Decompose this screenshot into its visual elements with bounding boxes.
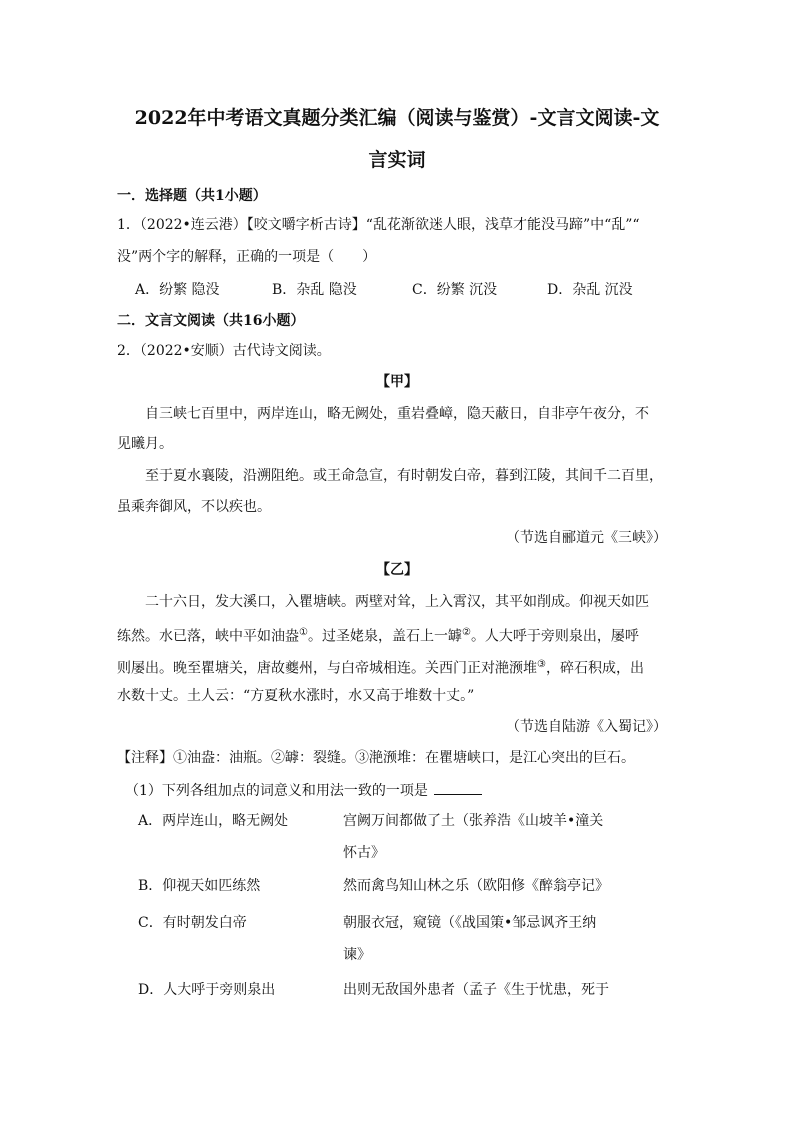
answer-blank[interactable]	[434, 780, 482, 795]
section-heading-reading: 二．文言文阅读（共16小题）	[117, 313, 305, 329]
passage-yi-line-2-part-a: 练然。水已落，峡中平如油盎	[117, 628, 299, 645]
annotation-note: 【注释】①油盎：油瓶。②罅：裂缝。③滟滪堆：在瞿塘峡口，是江心突出的巨石。	[117, 750, 635, 766]
question-1-stem-line-2: 没”两个字的解释，正确的一项是（ ）	[117, 249, 377, 265]
passage-yi-line-3-part-a: 则屡出。晚至瞿塘关，唐故夔州，与白帝城相连。关西门正对滟滪堆	[117, 660, 537, 677]
pair-c-right-line-1: 朝服衣冠，窥镜（《战国策•邹忌讽齐王纳	[343, 915, 597, 931]
passage-yi-source: （节选自陆游《入蜀记》）	[506, 719, 667, 735]
pair-b-left[interactable]: B．仰视天如匹练然	[138, 878, 261, 894]
passage-jia-p2-line-1: 至于夏水襄陵，沿溯阻绝。或王命急宣，有时朝发白帝，暮到江陵，其间千二百里，	[145, 468, 663, 484]
pair-a-right-line-1: 宫阙万间都做了土（张养浩《山坡羊•潼关	[343, 813, 604, 829]
sub-question-1-text: （1）下列各组加点的词意义和用法一致的一项是	[125, 783, 428, 799]
section-heading-choice: 一．选择题（共1小题）	[117, 188, 267, 204]
pair-d-left[interactable]: D．人大呼于旁则泉出	[138, 982, 276, 998]
pair-b-right-line-1: 然而禽鸟知山林之乐（欧阳修《醉翁亭记》	[343, 878, 609, 894]
question-1-option-b[interactable]: B．杂乱 隐没	[272, 282, 357, 298]
question-1-option-a[interactable]: A．纷繁 隐没	[135, 282, 220, 298]
passage-jia-p1-line-1: 自三峡七百里中，两岸连山，略无阙处，重岩叠嶂，隐天蔽日，自非亭午夜分，不	[145, 406, 649, 422]
passage-yi-line-3	[117, 655, 644, 679]
passage-yi-line-2-part-c: 。人大呼于旁则泉出，屡呼	[470, 628, 639, 645]
pair-c-left[interactable]: C．有时朝发白帝	[138, 915, 247, 931]
passage-yi-line-1: 二十六日，发大溪口，入瞿塘峡。两壁对耸，上入霄汉，其平如削成。仰视天如匹	[145, 594, 649, 610]
question-1-option-d[interactable]: D．杂乱 沉没	[547, 282, 633, 298]
footnote-mark-2: ②	[461, 627, 471, 638]
footnote-mark-1: ①	[299, 627, 308, 638]
passage-jia-p2-line-2: 虽乘奔御风，不以疾也。	[117, 499, 271, 515]
passage-jia-p1-line-2: 见曦月。	[117, 436, 173, 452]
passage-jia-source: （节选自郦道元《三峡》）	[506, 530, 667, 546]
passage-yi-line-4: 水数十丈。土人云：“方夏秋水涨时，水又高于堆数十丈。”	[117, 688, 475, 704]
question-1-stem-line-1: 1．（2022•连云港）【咬文嚼字析古诗】“乱花渐欲迷人眼，浅草才能没马蹄”中“乱”“	[117, 217, 640, 233]
passage-yi-line-2	[117, 623, 639, 647]
pair-a-left[interactable]: A．两岸连山，略无阙处	[138, 813, 289, 829]
document-title-line-1: 2022年中考语文真题分类汇编（阅读与鉴赏）-文言文阅读-文	[134, 107, 660, 129]
passage-jia-label: 【甲】	[376, 374, 418, 390]
passage-yi-line-3-part-b: ，碎石积成，出	[545, 660, 644, 677]
pair-c-right-line-2: 谏》	[343, 947, 371, 963]
footnote-mark-3: ③	[537, 659, 546, 670]
question-2-intro: 2．（2022•安顺）古代诗文阅读。	[117, 343, 331, 359]
pair-d-right-line-1: 出则无敌国外患者（孟子《生于忧患，死于	[343, 982, 609, 998]
passage-yi-label: 【乙】	[376, 562, 418, 578]
passage-yi-line-2-part-b: 。过圣姥泉，盖石上一罅	[307, 628, 462, 645]
document-title-line-2: 言实词	[368, 149, 426, 171]
sub-question-1	[125, 780, 482, 801]
question-1-option-c[interactable]: C．纷繁 沉没	[412, 282, 498, 298]
pair-a-right-line-2: 怀古》	[343, 845, 385, 861]
